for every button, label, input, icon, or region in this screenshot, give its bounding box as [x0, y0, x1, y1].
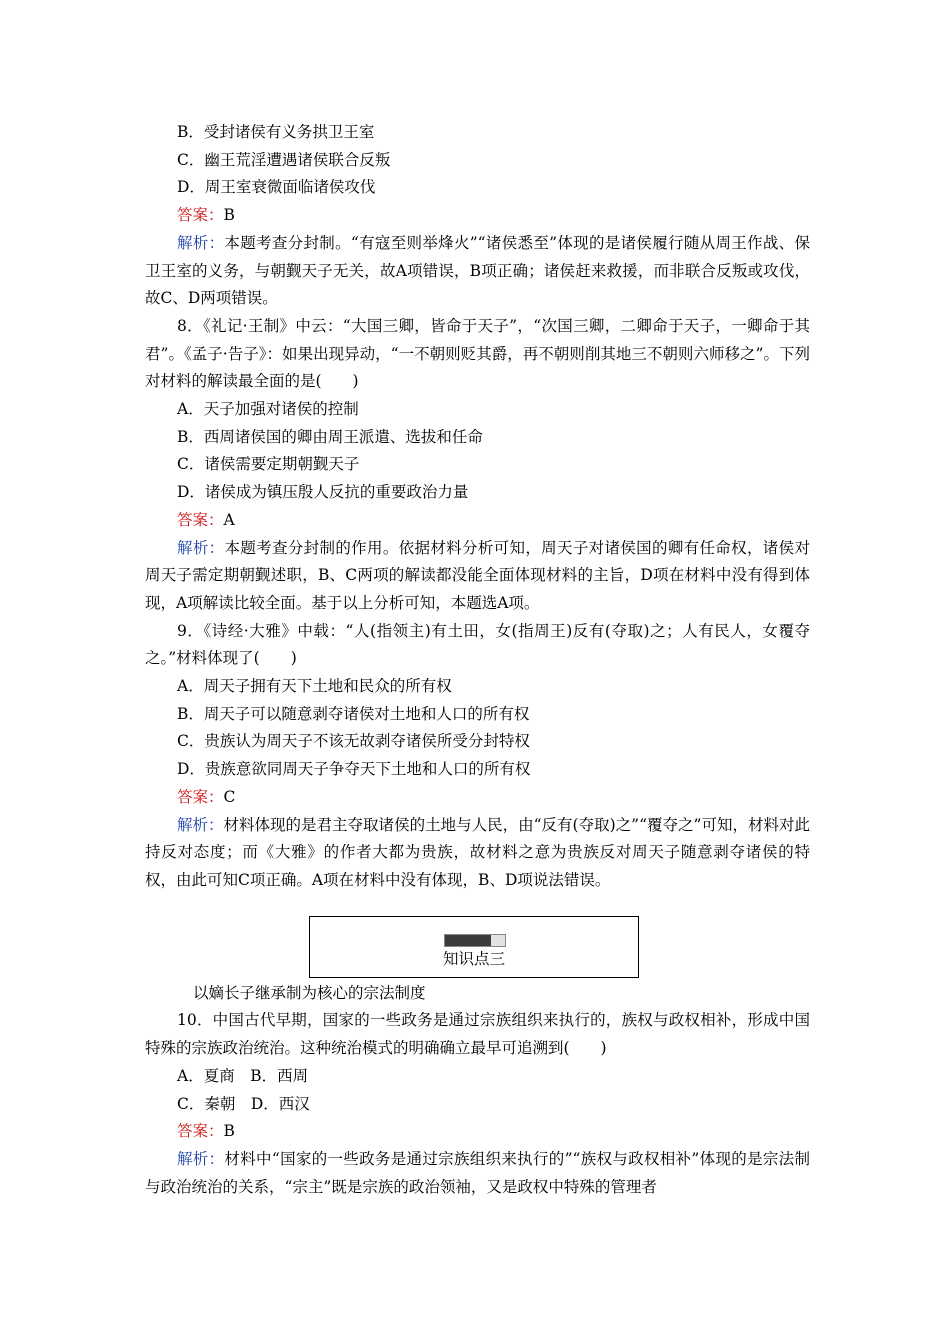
q8-option-c: C．诸侯需要定期朝觐天子	[177, 455, 360, 474]
q8-answer	[145, 507, 810, 535]
answer-value: B	[223, 1122, 235, 1141]
q7-option-b: B．受封诸侯有义务拱卫王室	[177, 123, 375, 141]
q7-option-c: C．幽王荒淫遭遇诸侯联合反叛	[177, 150, 391, 169]
q9-analysis	[145, 812, 810, 895]
q10-options-row1: A．夏商 B．西周	[177, 1066, 309, 1085]
answer-value: A	[223, 510, 235, 529]
answer-value: C	[223, 787, 236, 806]
analysis-label: 解析：	[177, 538, 225, 557]
q9-option-d: D．贵族意欲同周天子争夺天下土地和人口的所有权	[177, 760, 531, 779]
q7-answer	[145, 202, 810, 230]
analysis-label: 解析：	[177, 233, 225, 252]
q8-option-d: D．诸侯成为镇压殷人反抗的重要政治力量	[177, 483, 469, 502]
answer-label: 答案：	[177, 1122, 224, 1141]
q10-stem: 10．中国古代早期，国家的一些政务是通过宗族组织来执行的，族权与政权相补，形成中国特殊的宗族政治统治。这种统治模式的明确确立最早可追溯到( )	[145, 1011, 810, 1058]
q10-answer	[145, 1118, 810, 1146]
analysis-label: 解析：	[177, 1149, 225, 1168]
q8-option-a: A．天子加强对诸侯的控制	[177, 400, 359, 419]
knowledge-point-title: 知识点三	[442, 949, 505, 968]
document-body	[145, 119, 810, 1201]
section-subtitle: 以嫡长子继承制为核心的宗法制度	[193, 983, 426, 1002]
q9-option-b: B．周天子可以随意剥夺诸侯对土地和人口的所有权	[177, 704, 530, 723]
q9-stem: 9．《诗经·大雅》中载：“人(指领主)有土田，女(指周王)反有(夺取)之；人有民人，女覆夺之。”材料体现了( )	[145, 621, 810, 668]
analysis-text: 本题考查分封制。“有寇至则举烽火”“诸侯悉至”体现的是诸侯履行随从周王作战、保卫王室的义务，与朝觐天子无关，故A项错误，B项正确；诸侯赶来救援，而非联合反叛或攻伐，故C、D两项错误。	[145, 233, 810, 308]
q7-analysis	[145, 230, 810, 313]
q7-option-d: D．周王室衰微面临诸侯攻伐	[177, 178, 376, 197]
q9-answer	[145, 784, 810, 812]
answer-label: 答案：	[177, 787, 224, 806]
q9-option-c: C．贵族认为周天子不该无故剥夺诸侯所受分封特权	[177, 732, 530, 751]
analysis-label: 解析：	[177, 815, 224, 834]
answer-label: 答案：	[177, 206, 224, 225]
analysis-text: 本题考查分封制的作用。依据材料分析可知，周天子对诸侯国的卿有任命权，诸侯对周天子需定期朝觐述职，B、C两项的解读都没能全面体现材料的主旨，D项在材料中没有得到体现，A项解读比较全面。基于以上分析可知，本题选A项。	[145, 538, 810, 612]
knowledge-point-bar-fill	[445, 935, 491, 946]
q8-option-b: B．西周诸侯国的卿由周王派遣、选拔和任命	[177, 427, 483, 446]
q8-stem: 8．《礼记·王制》中云：“大国三卿，皆命于天子”，“次国三卿，二卿命于天子，一卿命于其君”。《孟子·告子》：如果出现异动，“一不朝则贬其爵，再不朝则削其地三不朝则六师移之”。下列对材料的解读最全面的是( )	[145, 316, 810, 391]
q9-option-a: A．周天子拥有天下土地和民众的所有权	[177, 677, 452, 696]
q8-analysis	[145, 535, 810, 618]
q10-analysis	[145, 1146, 810, 1201]
q10-options-row2: C．秦朝 D．西汉	[177, 1094, 310, 1113]
analysis-text: 材料体现的是君主夺取诸侯的土地与人民，由“反有(夺取)之”“覆夺之”可知，材料对此持反对态度；而《大雅》的作者大都为贵族，故材料之意为贵族反对周天子随意剥夺诸侯的特权，由此可知C项正确。A项在材料中没有体现，B、D项说法错误。	[145, 815, 810, 889]
knowledge-point-bar	[444, 934, 506, 947]
knowledge-point-box	[309, 916, 639, 978]
answer-value: B	[223, 206, 235, 225]
analysis-text: 材料中“国家的一些政务是通过宗族组织来执行的”“族权与政权相补”体现的是宗法制与政治统治的关系，“宗主”既是宗族的政治领袖，又是政权中特殊的管理者	[145, 1149, 810, 1196]
answer-label: 答案：	[177, 510, 224, 529]
